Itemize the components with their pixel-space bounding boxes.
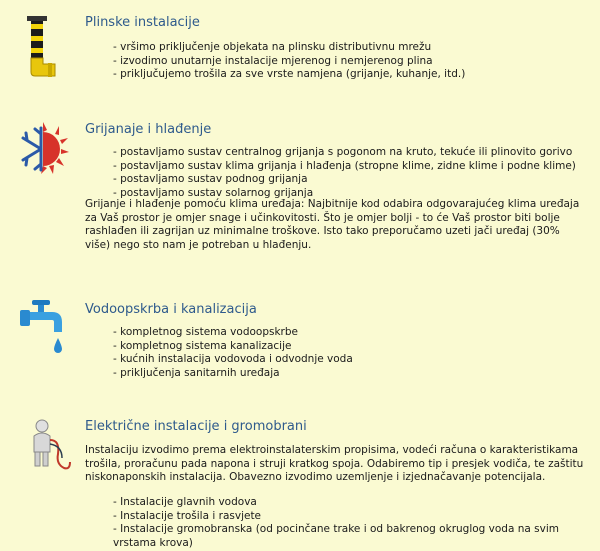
section-description: Instalaciju izvodimo prema elektroinstalaterskim propisima, vodeći računa o karakteristikama trošila, proračunu pada napona i struji kratkog spoja. Odabiremo tip i presjek vodiča, te zaštitu niskonaponskih instalacija. Obavezno izvodimo uzemljenje i izjednačavanje potencijala. [85,444,584,483]
section-gas [0,0,600,110]
list-item: - izvodimo unutarnje instalacije mjerenog i nemjerenog plina [113,55,465,69]
water-tap-icon [18,296,70,358]
list-item: - postavljamo sustav centralnog grijanja s pogonom na kruto, tekuće ili plinovito gorivo [113,146,576,160]
electrician-icon [28,418,72,472]
list-item: - kompletnog sistema vodoopskrbe [113,326,353,340]
service-list [113,326,353,380]
service-list [113,41,465,82]
section-title: Vodoopskrba i kanalizacija [85,302,257,317]
section-title: Električne instalacije i gromobrani [85,419,307,434]
section-description: Grijanje i hlađenje pomoću klima uređaja: Najbitnije kod odabira odgovarajućeg klima uređaja za Vaš prostor je omjer snage i učinkovitosti. Što je omjer bolji - to će Vaš prostor biti bolje rashlađen ili zagrijan uz minimalne troškove. Isto tako preporučamo uzeti jači uređaj (30% više) nego sto nam je potreban u hlađenju. [85,198,580,251]
list-item: - priključenja sanitarnih uređaja [113,367,353,381]
gas-pipe-icon [22,14,56,78]
list-item: - kompletnog sistema kanalizacije [113,340,353,354]
section-water [0,290,600,400]
list-item: - postavljamo sustav klima grijanja i hlađenja (stropne klime, zidne klime i podne klime) [113,160,576,174]
list-item: - Instalacije trošila i rasvjete [113,510,583,524]
sun-snowflake-icon [15,120,71,176]
list-item: - vršimo priključenje objekata na plinsku distributivnu mrežu [113,41,465,55]
list-item: - Instalacije gromobranska (od pocinčane trake i od bakrenog okruglog voda na svim vrstama krova) [113,523,583,550]
list-item: - postavljamo sustav solarnog grijanja [113,187,576,201]
section-electrical [0,400,600,551]
service-list [113,496,583,550]
list-item: - Instalacije glavnih vodova [113,496,583,510]
section-heating-cooling [0,110,600,290]
section-title: Grijanaje i hlađenje [85,122,212,137]
list-item: - postavljamo sustav podnog grijanja [113,173,576,187]
section-title: Plinske instalacije [85,15,200,30]
list-item: - kućnih instalacija vodovoda i odvodnje voda [113,353,353,367]
service-list [113,146,576,200]
list-item: - priključujemo trošila za sve vrste namjena (grijanje, kuhanje, itd.) [113,68,465,82]
